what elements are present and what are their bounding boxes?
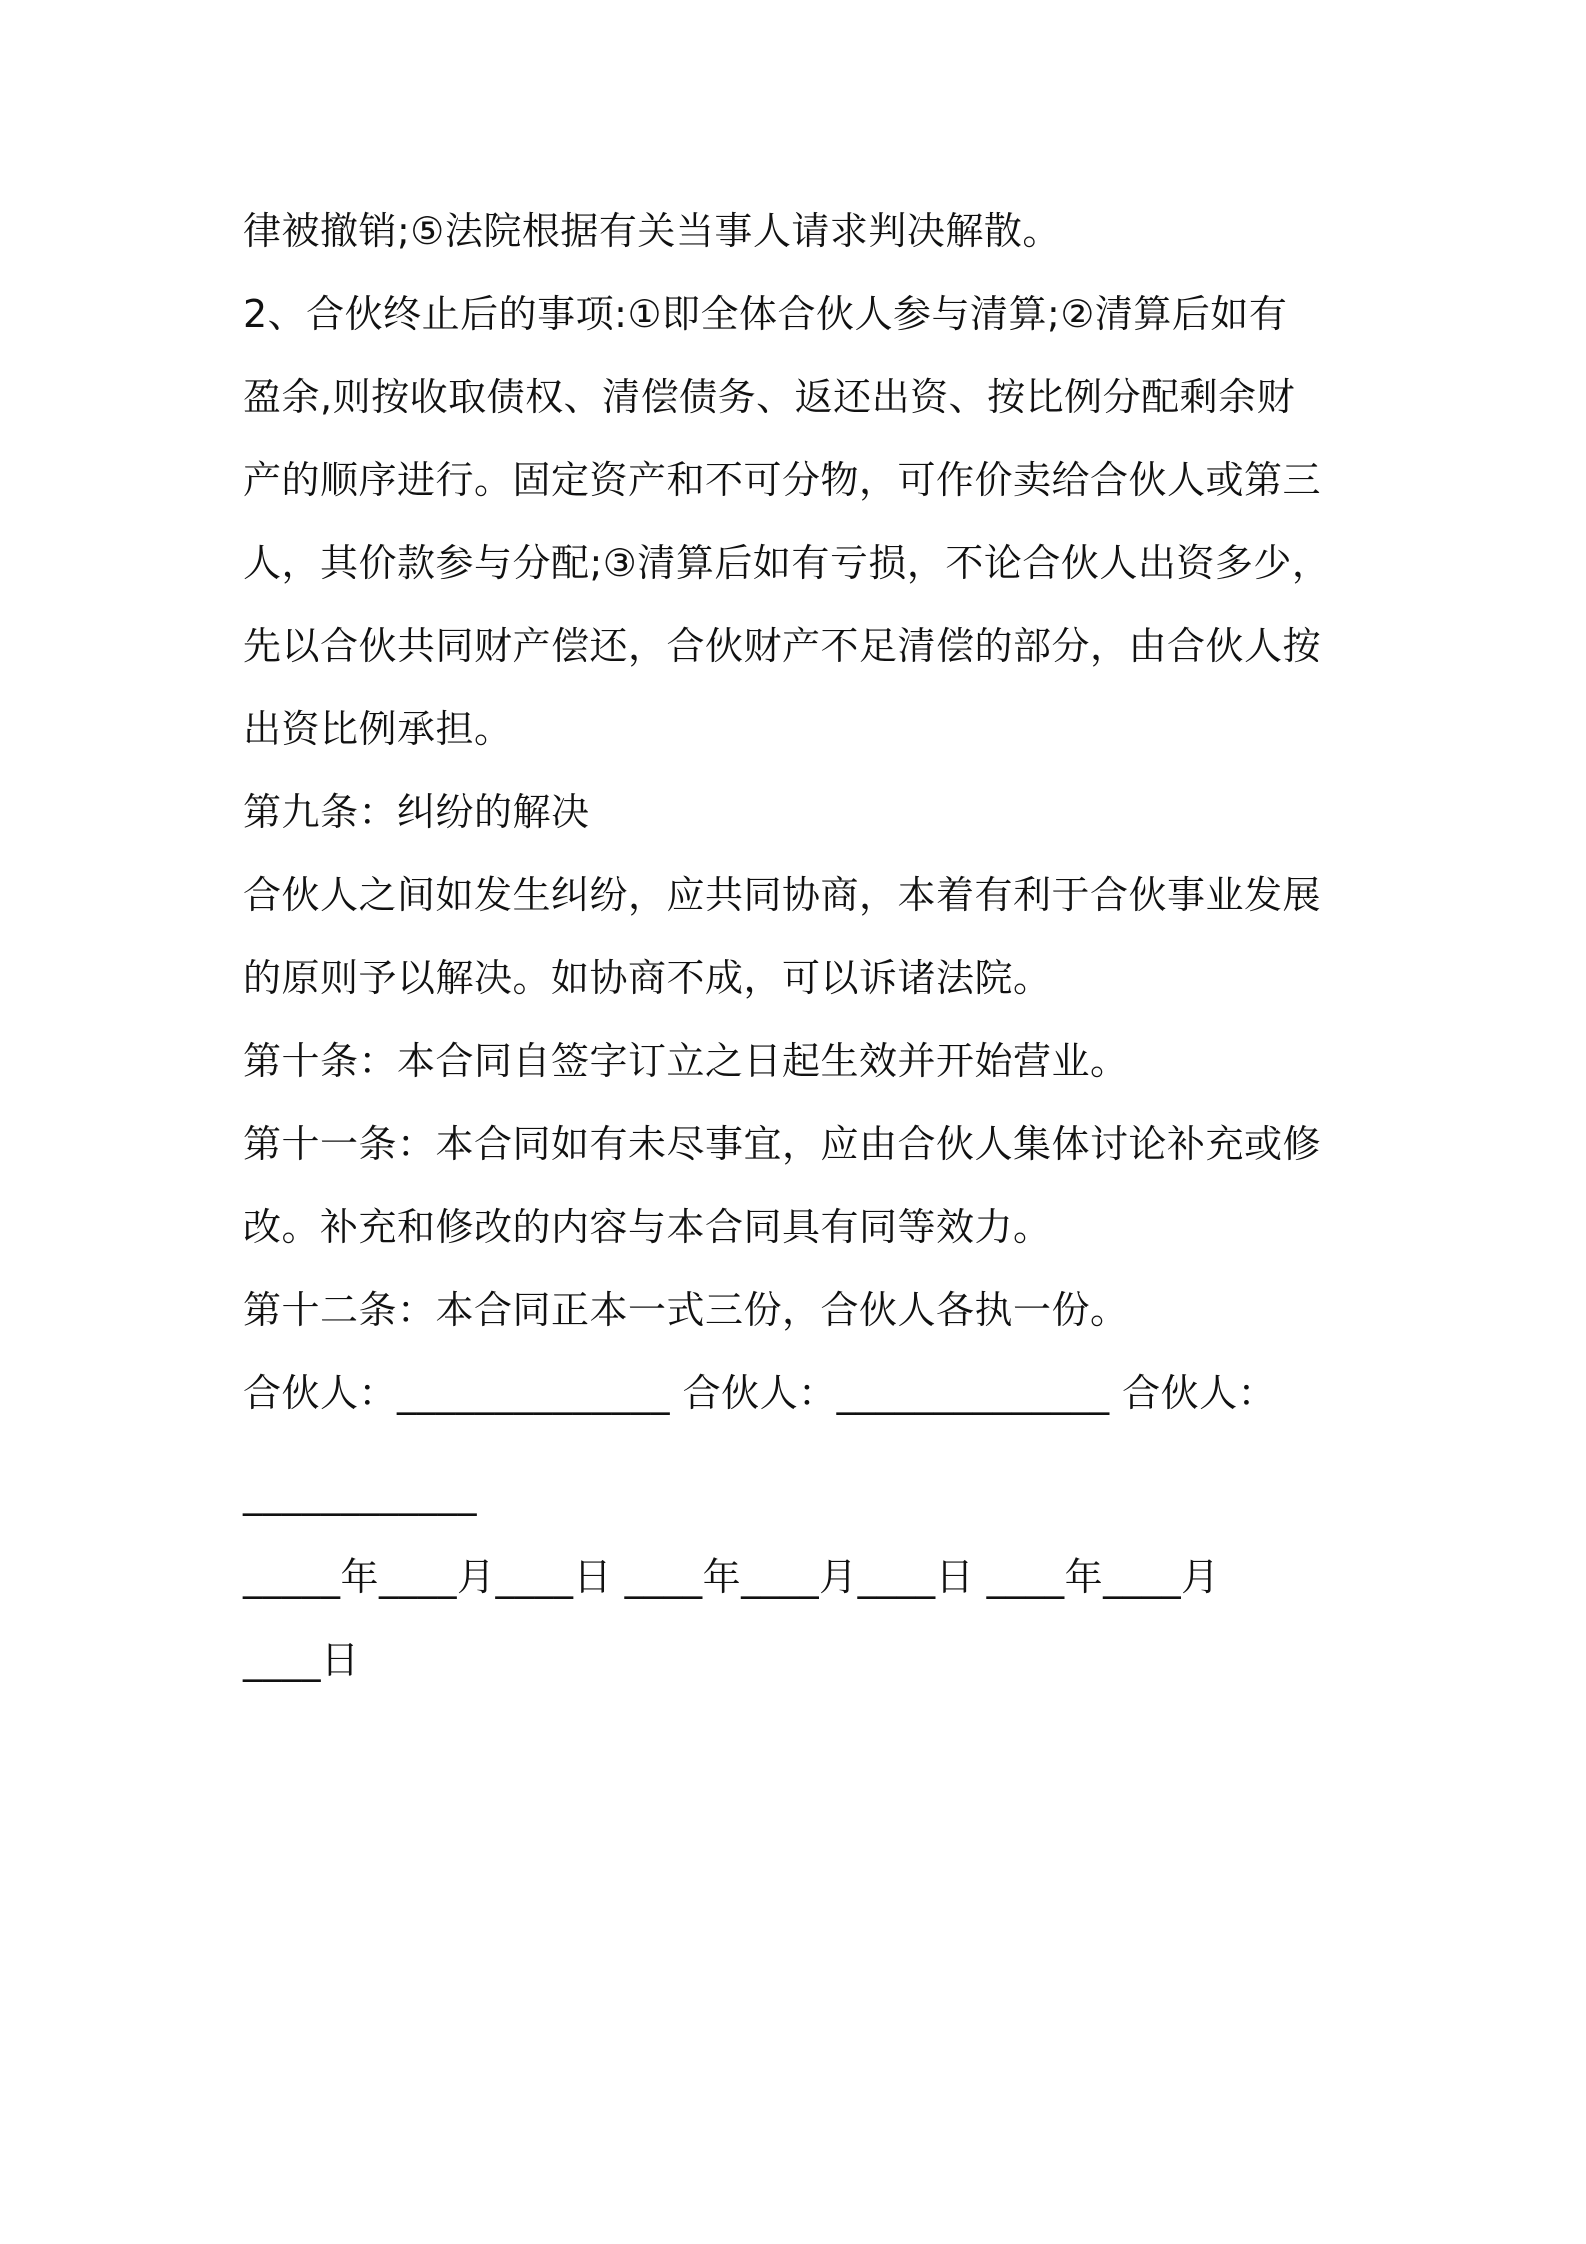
article-heading: 第九条：纠纷的解决 — [243, 790, 590, 834]
article-line: 第十条：本合同自签字订立之日起生效并开始营业。 — [243, 1039, 1129, 1083]
text-line: 出资比例承担。 — [243, 707, 513, 751]
text-line: 改。补充和修改的内容与本合同具有同等效力。 — [243, 1205, 1052, 1249]
text-line: 人，其价款参与分配;③清算后如有亏损，不论合伙人出资多少， — [243, 541, 1331, 585]
article-line: 第十二条：本合同正本一式三份，合伙人各执一份。 — [243, 1288, 1129, 1332]
article-line: 第十一条：本合同如有未尽事宜，应由合伙人集体讨论补充或修 — [243, 1122, 1322, 1166]
text-line: 律被撤销;⑤法院根据有关当事人请求判决解散。 — [243, 209, 1061, 253]
text-line: 产的顺序进行。固定资产和不可分物，可作价卖给合伙人或第三 — [243, 458, 1322, 502]
text-line: 先以合伙共同财产偿还，合伙财产不足清偿的部分，由合伙人按 — [243, 624, 1322, 668]
signature-line: 合伙人：______________ 合伙人：______________ 合伙人： — [243, 1371, 1277, 1415]
date-line: ____日 — [243, 1638, 360, 1682]
text-line: 合伙人之间如发生纠纷，应共同协商，本着有利于合伙事业发展 — [243, 873, 1322, 917]
text-line: 2、合伙终止后的事项:①即全体合伙人参与清算;②清算后如有 — [243, 292, 1288, 336]
signature-blank: ____________ — [243, 1472, 477, 1516]
text-line: 盈余,则按收取债权、清偿债务、返还出资、按比例分配剩余财 — [243, 375, 1296, 419]
document-body — [243, 190, 1363, 1702]
date-line: _____年____月____日 ____年____月____日 ____年____月 — [243, 1555, 1220, 1599]
text-line: 的原则予以解决。如协商不成，可以诉诸法院。 — [243, 956, 1052, 1000]
